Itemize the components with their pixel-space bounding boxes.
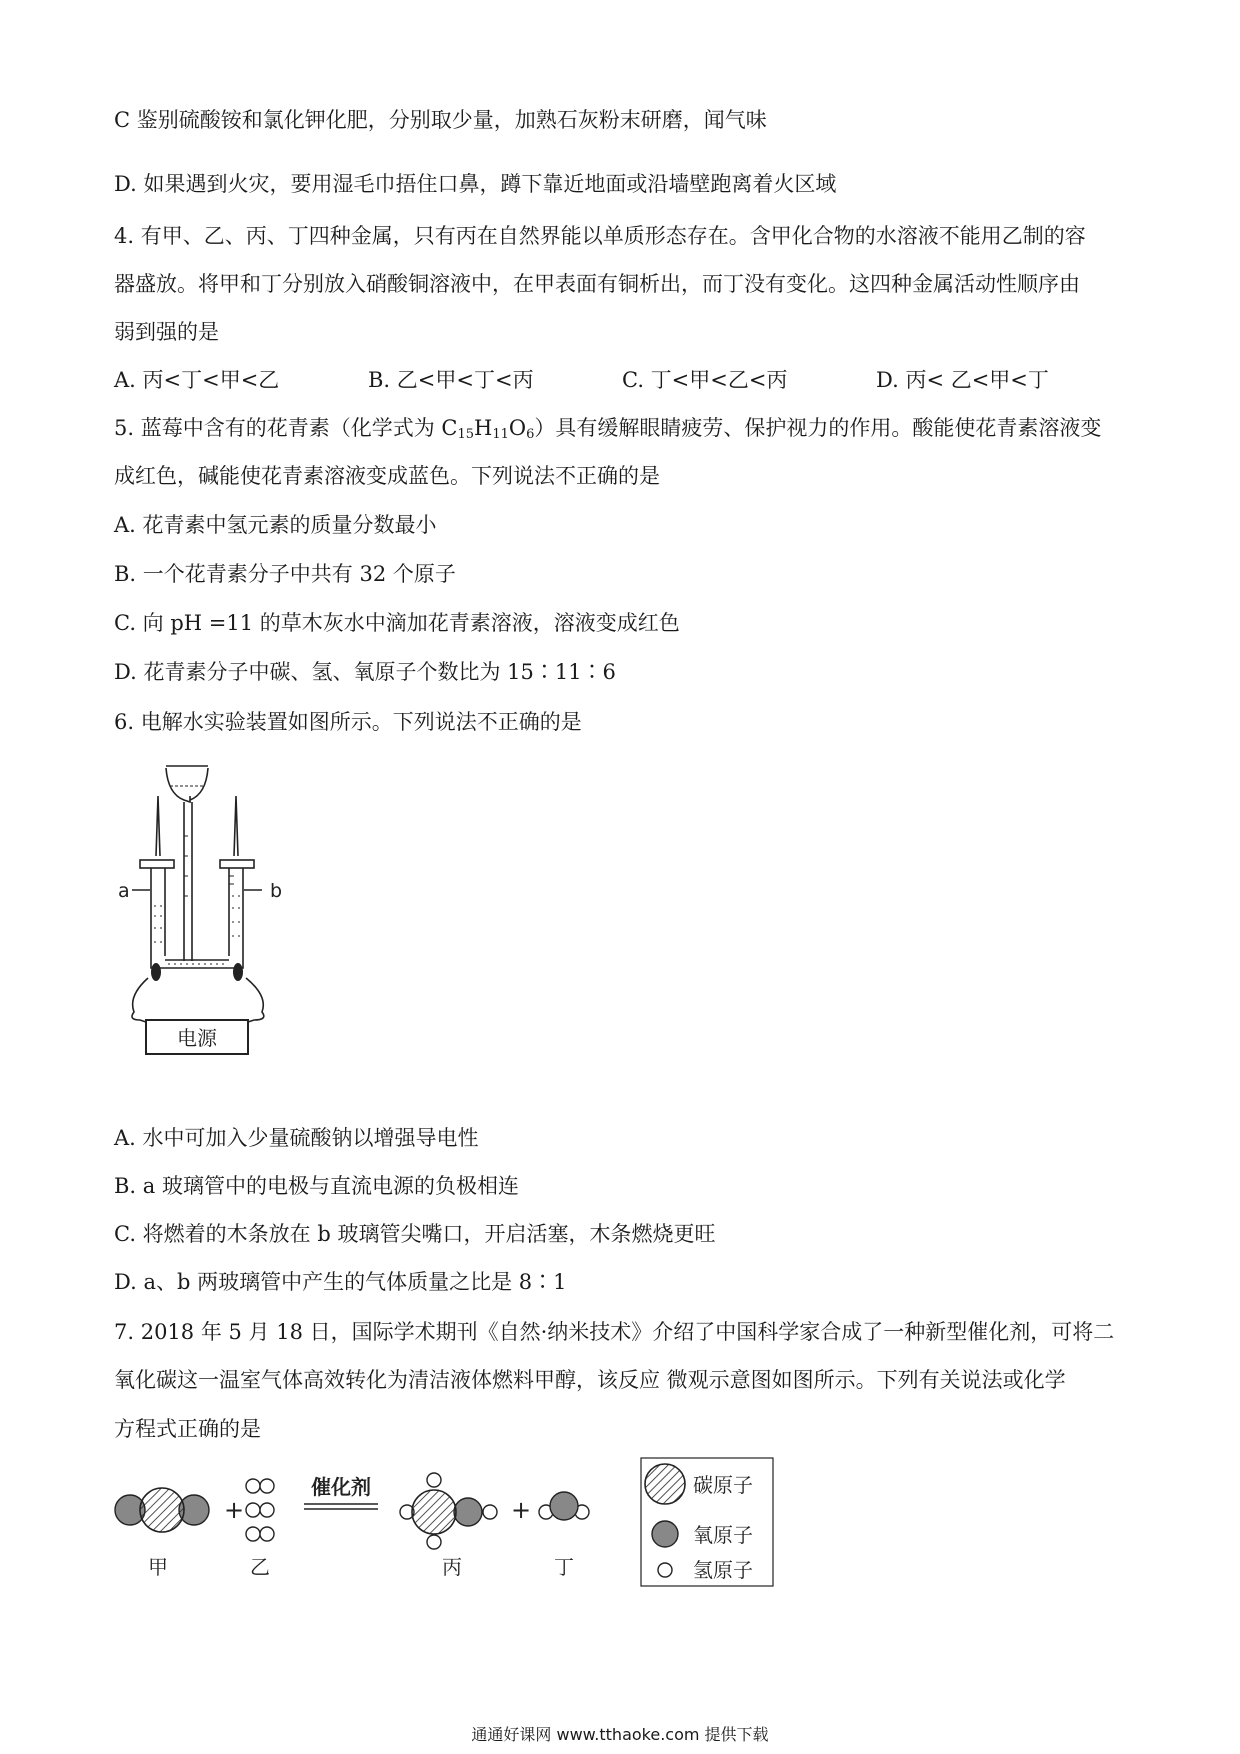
q7-stem-line-2: 氧化碳这一温室气体高效转化为清洁液体燃料甲醇，该反应 微观示意图如图所示。下列有关说法或化学	[114, 1368, 1066, 1392]
q5-stem-line-2: 成红色，碱能使花青素溶液变成蓝色。下列说法不正确的是	[114, 464, 660, 488]
legend-hydrogen-label: 氢原子	[693, 1558, 753, 1582]
q7-stem-line-1: 7. 2018 年 5 月 18 日，国际学术期刊《自然·纳米技术》介绍了中国科学家合成了一种新型催化剂，可将二	[114, 1320, 1115, 1344]
q5-stem-line-1	[114, 414, 1101, 442]
q4-options	[114, 366, 1134, 394]
q6-option-a: A. 水中可加入少量硫酸钠以增强导电性	[114, 1126, 479, 1150]
legend-carbon-icon	[645, 1464, 685, 1504]
left-stopcock	[140, 860, 174, 868]
q5-option-c: C. 向 pH =11 的草木灰水中滴加花青素溶液，溶液变成红色	[114, 611, 680, 635]
q4-stem-line-3: 弱到强的是	[114, 320, 219, 344]
q5-option-b: B. 一个花青素分子中共有 32 个原子	[114, 562, 456, 586]
q4-option-b: B. 乙<甲<丁<丙	[368, 368, 534, 392]
right-tip	[234, 796, 238, 856]
q5-stem-text-a: 5. 蓝莓中含有的花青素（化学式为 C	[114, 416, 458, 440]
q6-stem: 6. 电解水实验装置如图所示。下列说法不正确的是	[114, 710, 582, 734]
molecule-ding	[539, 1492, 589, 1520]
q4-option-a: A. 丙<丁<甲<乙	[114, 368, 280, 392]
formula-h: H	[474, 416, 493, 440]
label-ding: 丁	[554, 1555, 574, 1579]
legend-hydrogen-icon	[658, 1563, 672, 1577]
label-yi: 乙	[250, 1555, 270, 1579]
q3-option-d: D. 如果遇到火灾，要用湿毛巾捂住口鼻，蹲下靠近地面或沿墙壁跑离着火区域	[114, 172, 837, 196]
formula-o: O	[508, 416, 527, 440]
reaction-micro-diagram	[108, 1456, 788, 1596]
right-wire	[246, 978, 264, 1022]
page-footer: 通通好课网 www.tthaoke.com 提供下载	[471, 1725, 769, 1744]
right-electrode	[233, 963, 243, 981]
q3-option-c: C 鉴别硫酸铵和氯化钾化肥，分别取少量，加熟石灰粉末研磨，闻气味	[114, 108, 767, 132]
label-a: a	[118, 880, 130, 902]
funnel-bowl	[166, 768, 208, 802]
left-wire	[132, 978, 148, 1022]
legend-oxygen-icon	[652, 1521, 678, 1547]
catalyst-label: 催化剂	[311, 1475, 371, 1499]
water-level	[154, 896, 240, 964]
q4-option-d: D. 丙< 乙<甲<丁	[876, 368, 1049, 392]
formula-sub-h: 11	[492, 427, 509, 442]
molecule-jia	[115, 1488, 209, 1532]
left-tip	[156, 796, 160, 856]
q4-option-c: C. 丁<甲<乙<丙	[622, 368, 788, 392]
formula-sub-o: 6	[526, 427, 535, 442]
plus-sign-1: +	[224, 1496, 245, 1524]
q7-stem-line-3: 方程式正确的是	[114, 1417, 261, 1441]
label-b: b	[270, 880, 283, 902]
q5-stem-text-b: ）具有缓解眼睛疲劳、保护视力的作用。酸能使花青素溶液变	[534, 416, 1102, 440]
q6-option-b: B. a 玻璃管中的电极与直流电源的负极相连	[114, 1174, 519, 1198]
q5-option-a: A. 花青素中氢元素的质量分数最小	[114, 513, 437, 537]
molecule-bing	[400, 1473, 497, 1549]
label-jia: 甲	[148, 1555, 168, 1579]
q4-stem-line-1: 4. 有甲、乙、丙、丁四种金属，只有丙在自然界能以单质形态存在。含甲化合物的水溶液不能用乙制的容	[114, 224, 1086, 248]
legend-oxygen-label: 氧原子	[693, 1523, 753, 1547]
legend-carbon-label: 碳原子	[693, 1473, 753, 1497]
q4-stem-line-2: 器盛放。将甲和丁分别放入硝酸铜溶液中，在甲表面有铜析出，而丁没有变化。这四种金属活动性顺序由	[114, 272, 1080, 296]
left-electrode	[151, 963, 161, 981]
plus-sign-2: +	[511, 1496, 532, 1524]
molecule-yi	[246, 1479, 274, 1541]
connecting-pipe-bottom	[151, 956, 243, 968]
right-stopcock	[220, 860, 254, 868]
electrolysis-apparatus-diagram	[118, 756, 298, 1086]
formula-sub-c: 15	[457, 427, 475, 442]
q6-option-d: D. a、b 两玻璃管中产生的气体质量之比是 8∶1	[114, 1270, 567, 1294]
label-bing: 丙	[442, 1555, 462, 1579]
power-label: 电源	[177, 1026, 217, 1050]
q5-option-d: D. 花青素分子中碳、氢、氧原子个数比为 15∶11∶6	[114, 660, 616, 684]
q6-option-c: C. 将燃着的木条放在 b 玻璃管尖嘴口，开启活塞，木条燃烧更旺	[114, 1222, 716, 1246]
